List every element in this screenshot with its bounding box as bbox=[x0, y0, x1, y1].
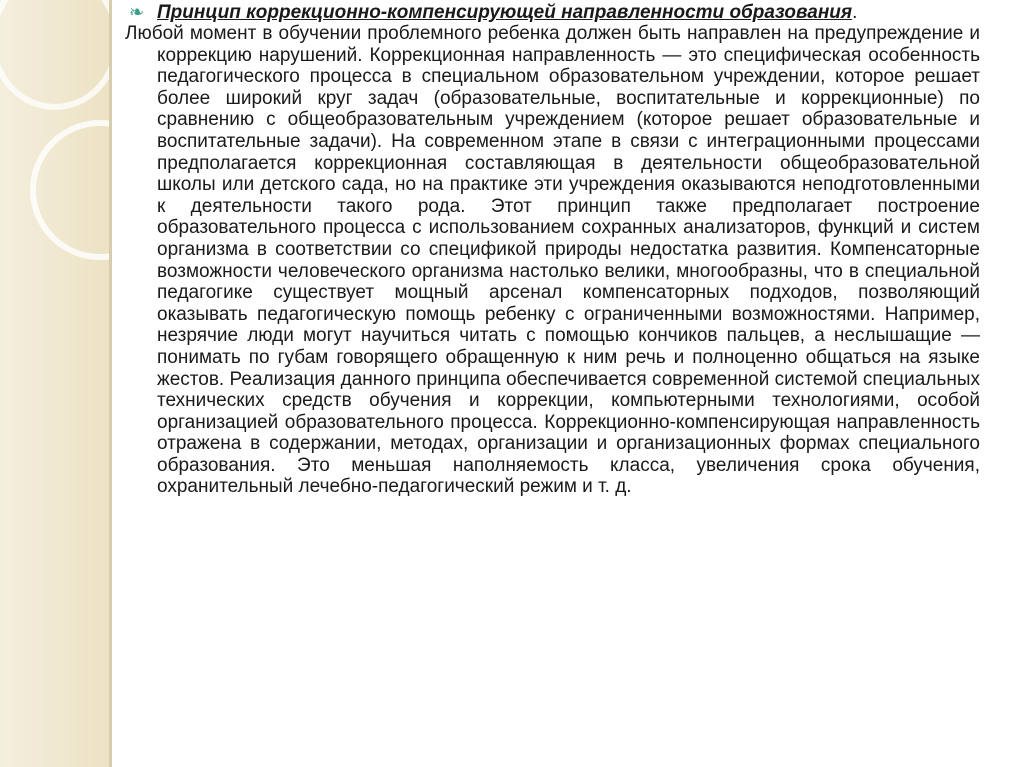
sidebar-divider bbox=[109, 0, 112, 767]
body-paragraph: Любой момент в обучении проблемного ребенка должен быть направлен на предупреждение и коррекцию нарушений. Коррекционная направленность — это специфическая особенность педагогического процесса в специальном образовательном учреждении, которое решает более широкий круг задач (образовательные, воспитательные и коррекционные) по сравнению с общеобразовательным учреждением (которое решает образовательные и воспитательные задачи). На современном этапе в связи с интеграционными процессами предполагается коррекционная составляющая в деятельности общеобразовательной школы или детского сада, но на практике эти учреждения оказываются неподготовленными к деятельности такого рода. Этот принцип также предполагает построение образовательного процесса с использованием сохранных анализаторов, функций и систем организма в соответствии со спецификой природы недостатка развития. Компенсаторные возможности человеческого организма настолько велики, многообразны, что в специальной педагогике существует мощный арсенал компенсаторных подходов, позволяющий оказывать педагогическую помощь ребенку с ограниченными возможностями. Например, незрячие люди могут научиться читать с помощью кончиков пальцев, а неслышащие — понимать по губам говорящего обращенную к ним речь и полноценно общаться на языке жестов. Реализация данного принципа обеспечивается современной системой специальных технических средств обучения и коррекции, компьютерными технологиями, особой организацией образовательного процесса. Коррекционно-компенсирующая направленность отражена в содержании, методах, организации и организационных формах специального образования. Это меньшая наполняемость класса, увеличения срока обучения, охранительный лечебно-педагогический режим и т. д. bbox=[125, 23, 980, 498]
heading-text: Принцип коррекционно-компенсирующей направленности образования bbox=[157, 2, 853, 23]
leaf-bullet-icon: ❧ bbox=[129, 2, 145, 22]
decorative-sidebar bbox=[0, 0, 112, 767]
decorative-ring-top bbox=[0, 0, 120, 110]
slide-heading bbox=[125, 2, 980, 23]
slide-content bbox=[125, 2, 980, 498]
heading-period: . bbox=[852, 2, 858, 23]
